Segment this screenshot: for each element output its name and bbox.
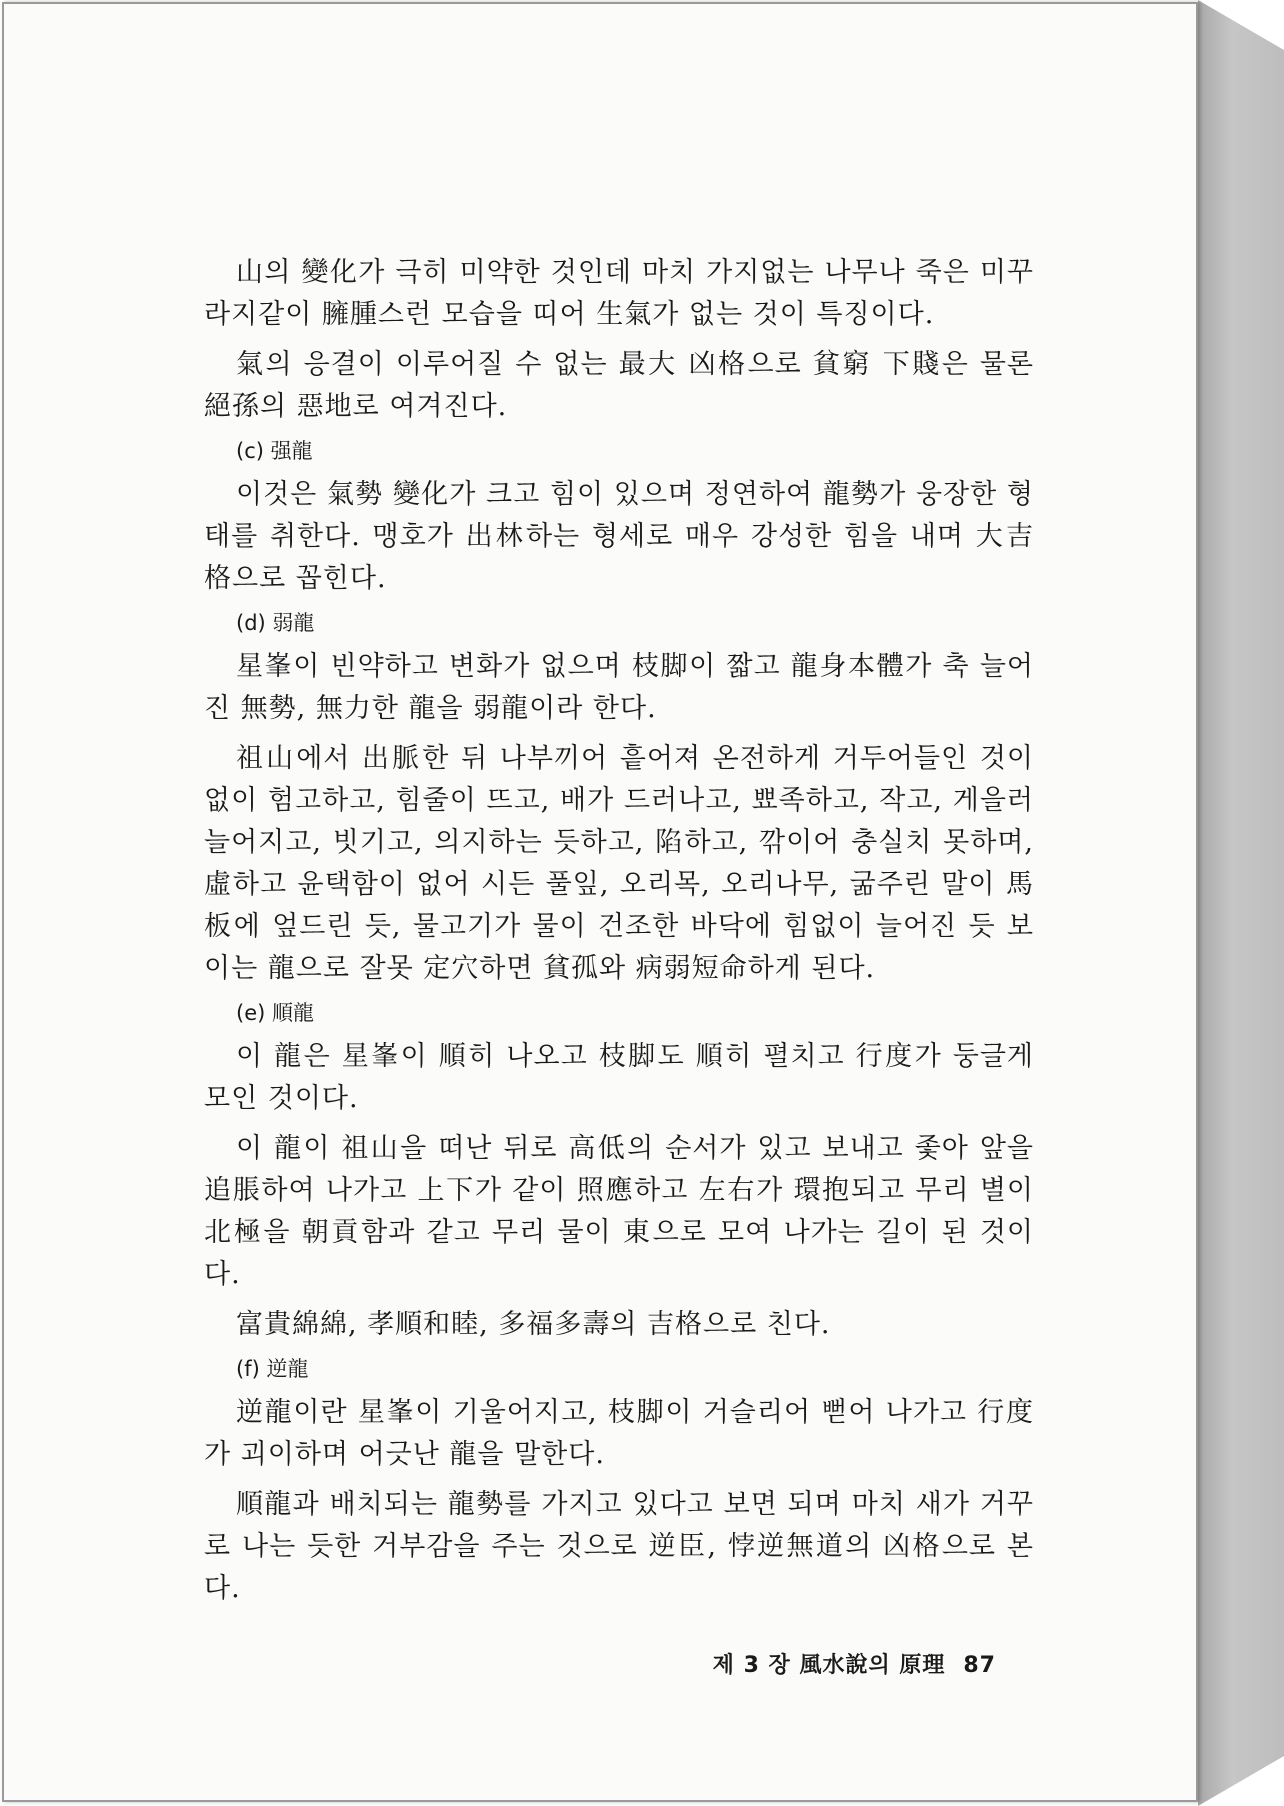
- chapter-title: 제 3 장 風水說의 原理: [712, 1653, 946, 1678]
- paragraph: 이 龍은 星峯이 順히 나오고 枝脚도 順히 펼치고 行度가 둥글게 모인 것이다.: [204, 1041, 1034, 1114]
- section-heading: (c) 强龍: [236, 439, 313, 463]
- paragraph: 星峯이 빈약하고 변화가 없으며 枝脚이 짧고 龍身本體가 축 늘어진 無勢, 無力한 龍을 弱龍이라 한다.: [204, 651, 1034, 724]
- paragraph: 氣의 응결이 이루어질 수 없는 最大 凶格으로 貧窮 下賤은 물론 絕孫의 惡地로 여겨진다.: [204, 349, 1034, 422]
- running-footer: [713, 1648, 996, 1679]
- section-heading: (d) 弱龍: [236, 611, 315, 635]
- page-number: 87: [963, 1653, 996, 1678]
- section-heading: (f) 逆龍: [236, 1357, 309, 1381]
- paragraph: 富貴綿綿, 孝順和睦, 多福多壽의 吉格으로 친다.: [236, 1309, 831, 1340]
- section-heading: (e) 順龍: [236, 1001, 314, 1025]
- paragraph: 이것은 氣勢 變化가 크고 힘이 있으며 정연하여 龍勢가 웅장한 형태를 취한다. 맹호가 出林하는 형세로 매우 강성한 힘을 내며 大吉格으로 꼽힌다.: [204, 479, 1034, 594]
- paragraph: 逆龍이란 星峯이 기울어지고, 枝脚이 거슬리어 뻗어 나가고 行度가 괴이하며 어긋난 龍을 말한다.: [204, 1397, 1034, 1470]
- page-body: [204, 252, 1034, 1618]
- book-page: [2, 2, 1198, 1802]
- paragraph: 이 龍이 祖山을 떠난 뒤로 高低의 순서가 있고 보내고 좇아 앞을 追脹하여 나가고 上下가 같이 照應하고 左右가 環抱되고 무리 별이 北極을 朝貢함과 같고 무리 물이 東으로 모여 나가는 길이 된 것이다.: [204, 1133, 1034, 1290]
- book-side-top-corner: [1198, 0, 1284, 50]
- book-side-edge: [1198, 0, 1284, 1806]
- paragraph: 山의 變化가 극히 미약한 것인데 마치 가지없는 나무나 죽은 미꾸라지같이 臃腫스런 모습을 띠어 生氣가 없는 것이 특징이다.: [204, 257, 1034, 330]
- paragraph: 祖山에서 出脈한 뒤 나부끼어 흩어져 온전하게 거두어들인 것이 없이 험고하고, 힘줄이 뜨고, 배가 드러나고, 뾰족하고, 작고, 게을러 늘어지고, 빗기고, 의지하는 듯하고, 陷하고, 깎이어 충실치 못하며, 虛하고 윤택함이 없어 시든 풀잎, 오리목, 오리나무, 굶주린 말이 馬板에 엎드린 듯, 물고기가 물이 건조한 바닥에 힘없이 늘어진 듯 보이는 龍으로 잘못 定穴하면 貧孤와 病弱短命하게 된다.: [204, 743, 1034, 984]
- paragraph: 順龍과 배치되는 龍勢를 가지고 있다고 보면 되며 마치 새가 거꾸로 나는 듯한 거부감을 주는 것으로 逆臣, 悖逆無道의 凶格으로 본다.: [204, 1489, 1034, 1604]
- book-side-bottom-corner: [1198, 1756, 1284, 1806]
